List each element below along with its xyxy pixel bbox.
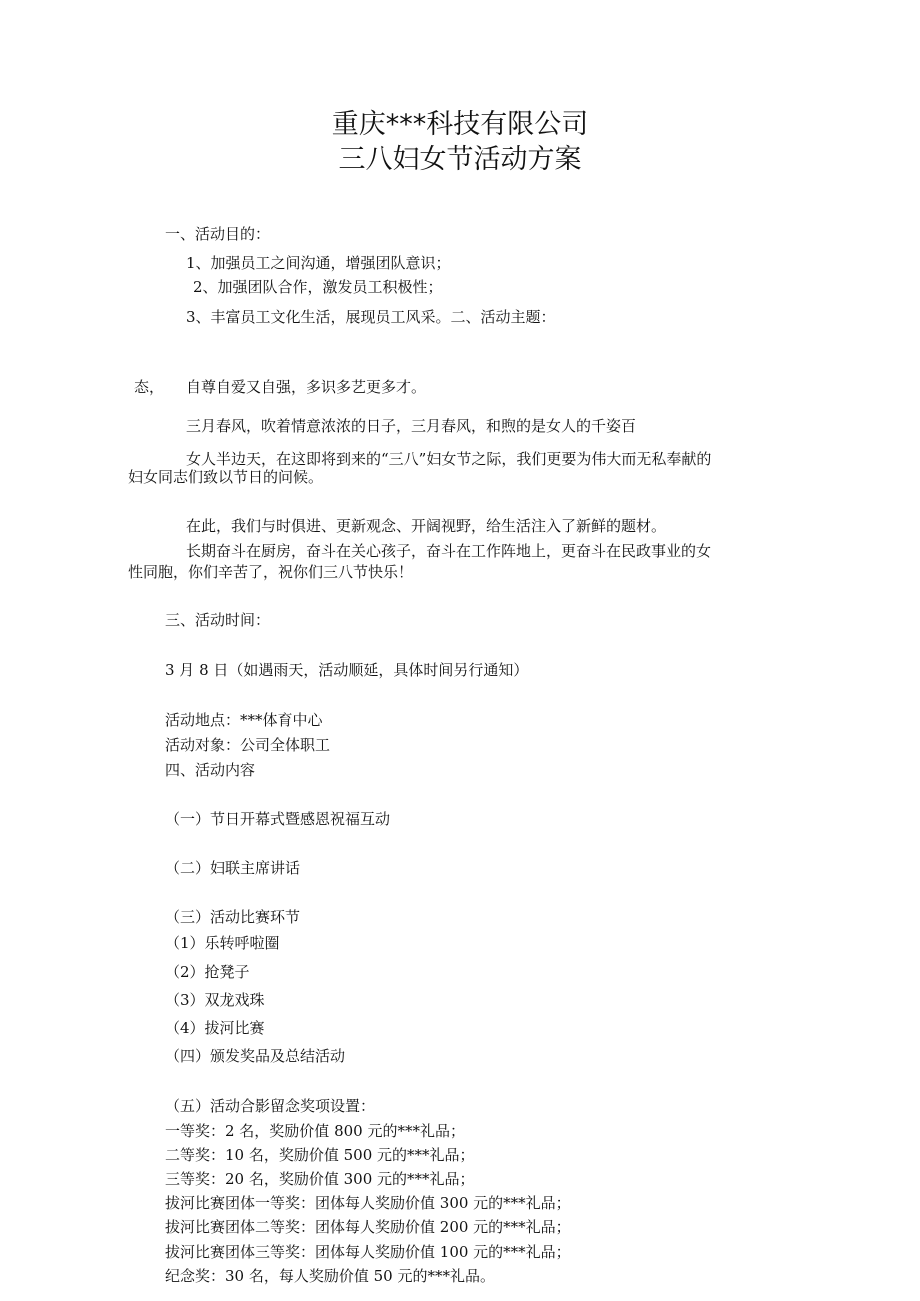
event-date: 3 月 8 日（如遇雨天，活动顺延，具体时间另行通知） [165,661,529,679]
paragraph-times: 在此，我们与时俱进、更新观念、开阔视野，给生活注入了新鲜的题材。 [186,517,667,535]
section-heading-purpose: 一、活动目的： [165,225,271,243]
prize-item: 一等奖：2 名，奖励价值 800 元的***礼品； [165,1122,465,1140]
prize-item: 拔河比赛团体二等奖：团体每人奖励价值 200 元的***礼品； [165,1218,571,1236]
content-item-speech: （二）妇联主席讲话 [165,859,301,877]
game-item: （1）乐转呼啦圈 [165,934,280,952]
section-heading-content: 四、活动内容 [165,761,256,779]
content-item-opening: （一）节日开幕式暨感恩祝福互动 [165,810,391,828]
theme-text: 自尊自爱又自强，多识多艺更多才。 [186,378,427,396]
paragraph-longterm-line2: 性同胞，你们辛苦了，祝你们三八节快乐！ [128,563,414,581]
purpose-item: 3、丰富员工文化生活，展现员工风采。二、活动主题： [186,308,556,326]
paragraph-halfsky-line1: 女人半边天，在这即将到来的“三八”妇女节之际，我们更要为伟大而无私奉献的 [186,450,712,468]
theme-prefix: 态， [134,378,165,396]
paragraph-halfsky-line2: 妇女同志们致以节日的问候。 [128,468,324,486]
game-item: （4）拔河比赛 [165,1019,265,1037]
section-heading-time: 三、活动时间： [165,611,271,629]
game-item: （3）双龙戏珠 [165,991,265,1009]
purpose-item: 1、加强员工之间沟通，增强团队意识； [186,254,451,272]
game-item: （2）抢凳子 [165,963,250,981]
content-item-awards: （四）颁发奖品及总结活动 [165,1047,346,1065]
paragraph-spring: 三月春风，吹着情意浓浓的日子，三月春风，和煦的是女人的千姿百 [186,417,637,435]
prize-item: 二等奖：10 名，奖励价值 500 元的***礼品； [165,1146,475,1164]
document-title-event: 三八妇女节活动方案 [338,144,582,175]
content-item-games: （三）活动比赛环节 [165,908,301,926]
content-item-photo-prizes: （五）活动合影留念奖项设置： [165,1097,376,1115]
prize-item: 三等奖：20 名，奖励价值 300 元的***礼品； [165,1170,475,1188]
prize-item: 拔河比赛团体一等奖：团体每人奖励价值 300 元的***礼品； [165,1194,571,1212]
prize-item: 纪念奖：30 名，每人奖励价值 50 元的***礼品。 [165,1267,495,1285]
prize-item: 拔河比赛团体三等奖：团体每人奖励价值 100 元的***礼品； [165,1243,571,1261]
document-title-company: 重庆***科技有限公司 [331,109,589,140]
event-audience: 活动对象：公司全体职工 [165,736,331,754]
event-venue: 活动地点：***体育中心 [165,711,323,729]
paragraph-longterm-line1: 长期奋斗在厨房，奋斗在关心孩子，奋斗在工作阵地上，更奋斗在民政事业的女 [186,542,712,560]
purpose-item: 2、加强团队合作，激发员工积极性； [193,278,443,296]
